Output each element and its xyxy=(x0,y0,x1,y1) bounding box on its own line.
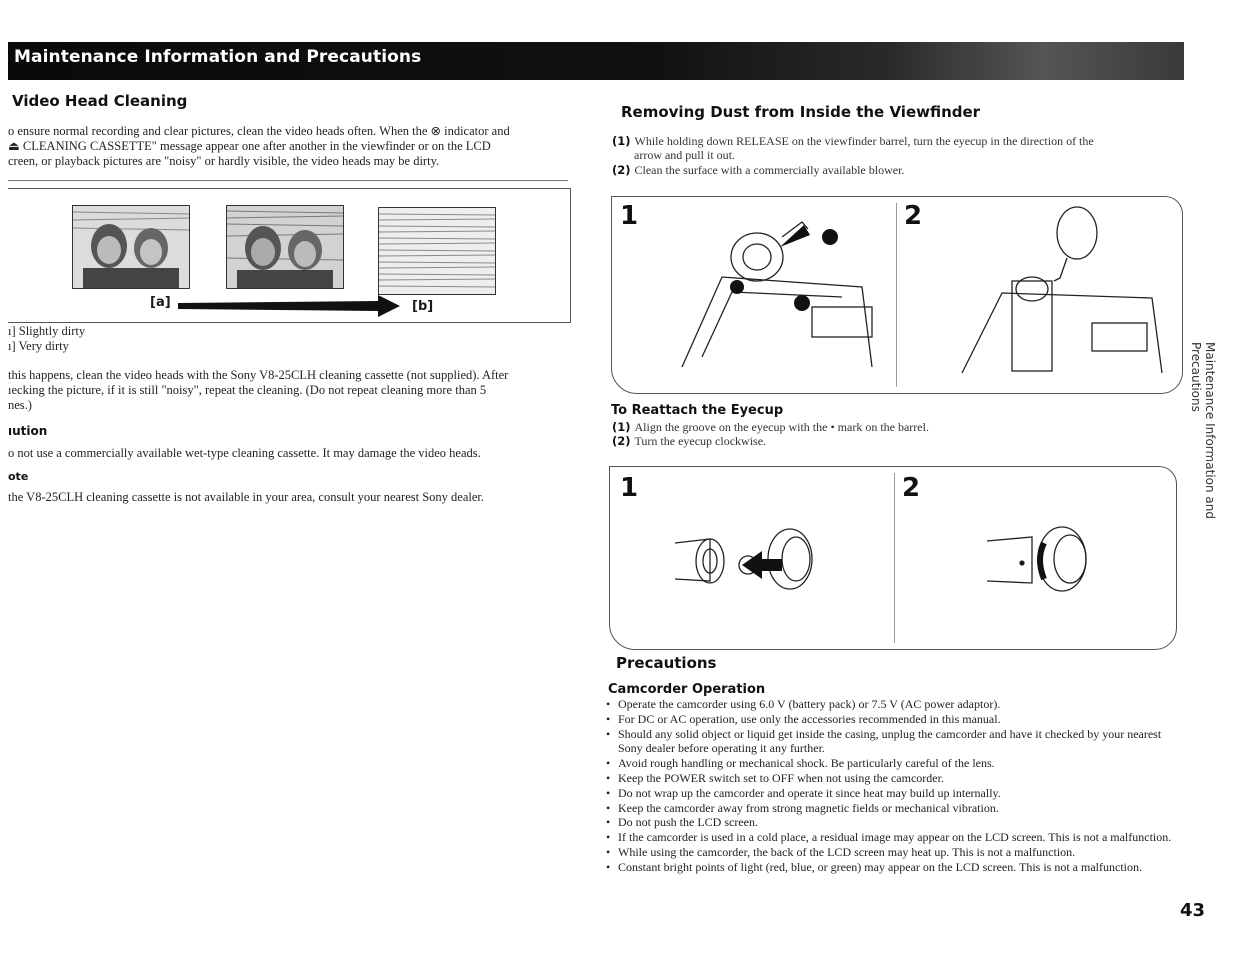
instruction-line: ıecking the picture, if it is still "noisy", repeat the cleaning. (Do not repeat cleaning more than 5 xyxy=(8,383,487,397)
blower-cleaning-illustration xyxy=(942,203,1172,389)
instruction-line: this happens, clean the video heads with the Sony V8-25CLH cleaning cassette (not supplied). After xyxy=(8,368,509,382)
step-2-label: 2 xyxy=(904,201,923,231)
step-1-label: 1 xyxy=(620,201,639,231)
list-item: • For DC or AC operation, use only the accessories recommended in this manual. xyxy=(606,712,1172,727)
step-number: (2) xyxy=(612,434,631,448)
step-text: Align the groove on the eyecup with the • mark on the barrel. xyxy=(634,420,929,434)
step-2-label: 2 xyxy=(902,473,921,503)
figure-legend xyxy=(8,324,85,354)
section-banner xyxy=(8,42,1184,80)
list-item: • Avoid rough handling or mechanical shock. Be particularly careful of the lens. xyxy=(606,756,1172,771)
picture-very-dirty-thumbnail xyxy=(378,207,496,295)
head-cleaning-figure xyxy=(8,188,571,323)
page-number: 43 xyxy=(1180,900,1206,921)
reattach-step-1 xyxy=(612,420,929,434)
reattach-step-2 xyxy=(612,434,766,448)
note-heading: ote xyxy=(8,470,29,483)
precautions-list xyxy=(606,697,1172,875)
camcorder-operation-heading: Camcorder Operation xyxy=(608,682,766,697)
step-1-label: 1 xyxy=(620,473,639,503)
list-item: • Operate the camcorder using 6.0 V (battery pack) or 7.5 V (AC power adaptor). xyxy=(606,697,1172,712)
viewfinder-figure xyxy=(611,196,1183,394)
label-b: [b] xyxy=(412,299,434,314)
step-text: While holding down RELEASE on the viewfinder barrel, turn the eyecup in the direction of the xyxy=(634,134,1094,148)
turn-eyecup-illustration xyxy=(982,523,1122,593)
list-item: • If the camcorder is used in a cold place, a residual image may appear on the LCD screen. This is not a malfunction. xyxy=(606,830,1172,845)
cleaning-instructions xyxy=(8,368,508,413)
precautions-heading: Precautions xyxy=(616,654,717,672)
step-number: (1) xyxy=(612,420,631,434)
eyecup-removal-illustration xyxy=(662,217,892,387)
align-eyecup-illustration xyxy=(670,523,840,593)
list-item: • Should any solid object or liquid get inside the casing, unplug the camcorder and have it checked by your nearest Sony dealer before operating it any further. xyxy=(606,727,1172,757)
banner-title: Maintenance Information and Precautions xyxy=(14,47,422,67)
progression-arrow-icon xyxy=(178,295,400,317)
picture-clean-thumbnail xyxy=(72,205,190,289)
step-text: Turn the eyecup clockwise. xyxy=(634,434,767,448)
rule xyxy=(8,180,568,181)
caution-text: o not use a commercially available wet-type cleaning cassette. It may damage the video heads. xyxy=(8,446,481,460)
side-tab-label: Maintenance Information and Precautions xyxy=(1189,342,1217,519)
eyecup-reattach-figure xyxy=(609,466,1177,650)
note-text: the V8-25CLH cleaning cassette is not available in your area, consult your nearest Sony dealer. xyxy=(8,490,485,504)
step-number: (2) xyxy=(612,163,631,177)
intro-line: creen, or playback pictures are "noisy" or hardly visible, the video heads may be dirty. xyxy=(8,154,440,168)
step-text-cont: arrow and pull it out. xyxy=(634,148,735,162)
list-item: • While using the camcorder, the back of the LCD screen may heat up. This is not a malfunction. xyxy=(606,845,1172,860)
picture-slightly-dirty-thumbnail xyxy=(226,205,344,289)
label-a: [a] xyxy=(150,295,171,310)
step-text: Clean the surface with a commercially available blower. xyxy=(634,163,905,177)
vf-step-1 xyxy=(612,134,1172,162)
legend-line: ı] Slightly dirty xyxy=(8,324,86,338)
viewfinder-heading: Removing Dust from Inside the Viewfinder xyxy=(621,103,981,121)
intro-line: o ensure normal recording and clear pictures, clean the video heads often. When the ⊗ indicator and xyxy=(8,124,510,138)
list-item: • Constant bright points of light (red, blue, or green) may appear on the LCD screen. This is not a malfunction. xyxy=(606,860,1172,875)
list-item: • Keep the camcorder away from strong magnetic fields or mechanical vibration. xyxy=(606,801,1172,816)
step-number: (1) xyxy=(612,134,631,148)
intro-paragraph xyxy=(8,124,510,169)
list-item: • Keep the POWER switch set to OFF when not using the camcorder. xyxy=(606,771,1172,786)
video-head-cleaning-heading: Video Head Cleaning xyxy=(12,92,188,110)
intro-line: ⏏ CLEANING CASSETTE" message appear one after another in the viewfinder or on the LCD xyxy=(8,139,491,153)
figure-divider xyxy=(896,203,897,387)
reattach-heading: To Reattach the Eyecup xyxy=(611,403,784,418)
vf-step-2 xyxy=(612,163,904,177)
figure-divider xyxy=(894,473,895,643)
caution-heading: ıution xyxy=(8,424,48,438)
instruction-line: nes.) xyxy=(8,398,32,412)
list-item: • Do not push the LCD screen. xyxy=(606,815,1172,830)
list-item: • Do not wrap up the camcorder and operate it since heat may build up internally. xyxy=(606,786,1172,801)
legend-line: ı] Very dirty xyxy=(8,339,69,353)
